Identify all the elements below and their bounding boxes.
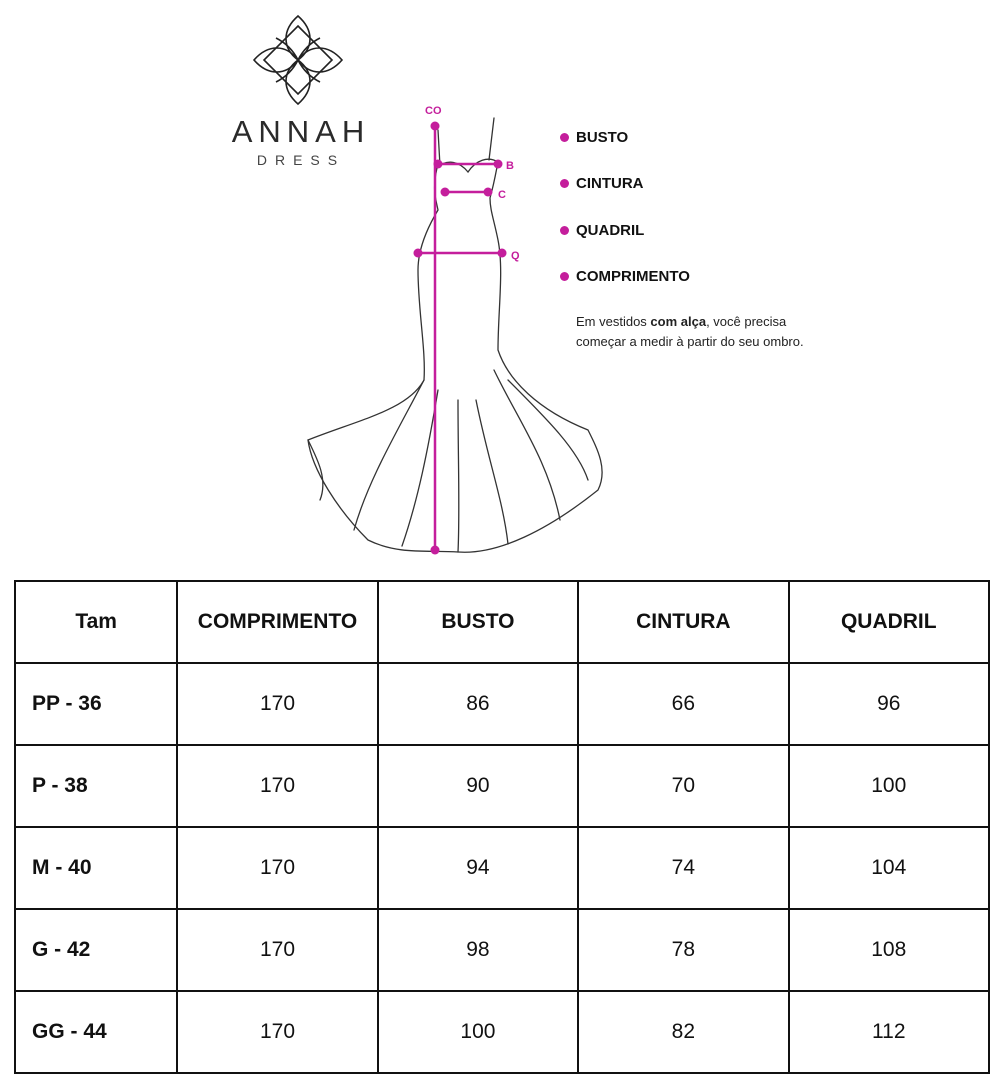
cintura-cell: 66	[578, 663, 788, 745]
busto-cell: 94	[378, 827, 578, 909]
table-row	[15, 991, 989, 1073]
comprimento-cell: 170	[177, 827, 377, 909]
quadril-cell: 112	[789, 991, 989, 1073]
bust-end-dot	[494, 160, 503, 169]
legend-item-quadril	[560, 219, 690, 241]
table-row	[15, 745, 989, 827]
busto-cell: 98	[378, 909, 578, 991]
legend-dot	[560, 272, 569, 281]
cintura-cell: 74	[578, 827, 788, 909]
quadril-cell: 100	[789, 745, 989, 827]
label-q: Q	[511, 250, 520, 262]
brand-subtitle: DRESS	[256, 152, 346, 168]
busto-cell: 100	[378, 991, 578, 1073]
legend-label: COMPRIMENTO	[576, 268, 690, 285]
comprimento-cell: 170	[177, 909, 377, 991]
legend-item-comprimento	[560, 266, 690, 288]
length-start-dot	[431, 122, 440, 131]
quadril-cell: 104	[789, 827, 989, 909]
table-row	[15, 909, 989, 991]
cintura-cell: 82	[578, 991, 788, 1073]
comprimento-cell: 170	[177, 991, 377, 1073]
header-quadril: QUADRIL	[789, 581, 989, 663]
legend-dot	[560, 133, 569, 142]
hip-start-dot	[414, 249, 423, 258]
size-cell: PP - 36	[15, 663, 177, 745]
legend-dot	[560, 179, 569, 188]
brand-name: ANNAH	[231, 114, 371, 149]
waist-end-dot	[484, 188, 493, 197]
header-busto: BUSTO	[378, 581, 578, 663]
note-suffix: , você precisa começar a medir à partir do seu ombro.	[576, 314, 804, 349]
dress-outline	[308, 118, 602, 552]
size-table-container	[14, 580, 990, 1070]
cintura-cell: 70	[578, 745, 788, 827]
size-cell: GG - 44	[15, 991, 177, 1073]
header-cintura: CINTURA	[578, 581, 788, 663]
length-end-dot	[431, 546, 440, 555]
waist-start-dot	[441, 188, 450, 197]
quadril-cell: 108	[789, 909, 989, 991]
size-table	[14, 580, 990, 1074]
measurement-legend	[560, 126, 690, 312]
busto-cell: 86	[378, 663, 578, 745]
bust-start-dot	[434, 160, 443, 169]
label-co: CO	[425, 105, 442, 117]
legend-label: CINTURA	[576, 175, 644, 192]
legend-label: QUADRIL	[576, 221, 645, 239]
legend-label: BUSTO	[576, 128, 629, 146]
legend-item-busto	[560, 126, 690, 148]
comprimento-cell: 170	[177, 663, 377, 745]
table-row	[15, 663, 989, 745]
label-c: C	[498, 189, 506, 201]
table-header-row	[15, 581, 989, 663]
lotus-icon	[248, 10, 348, 110]
quadril-cell: 96	[789, 663, 989, 745]
measurement-note	[576, 312, 836, 352]
note-bold: com alça	[650, 314, 707, 329]
legend-item-cintura	[560, 173, 690, 195]
table-row	[15, 827, 989, 909]
header-comprimento: COMPRIMENTO	[177, 581, 377, 663]
size-cell: G - 42	[15, 909, 177, 991]
size-cell: P - 38	[15, 745, 177, 827]
note-prefix: Em vestidos	[576, 314, 651, 329]
cintura-cell: 78	[578, 909, 788, 991]
label-b: B	[506, 160, 514, 172]
header-tam: Tam	[15, 581, 177, 663]
comprimento-cell: 170	[177, 745, 377, 827]
legend-dot	[560, 226, 569, 235]
busto-cell: 90	[378, 745, 578, 827]
size-cell: M - 40	[15, 827, 177, 909]
measurement-markers	[414, 105, 521, 555]
hip-end-dot	[498, 249, 507, 258]
